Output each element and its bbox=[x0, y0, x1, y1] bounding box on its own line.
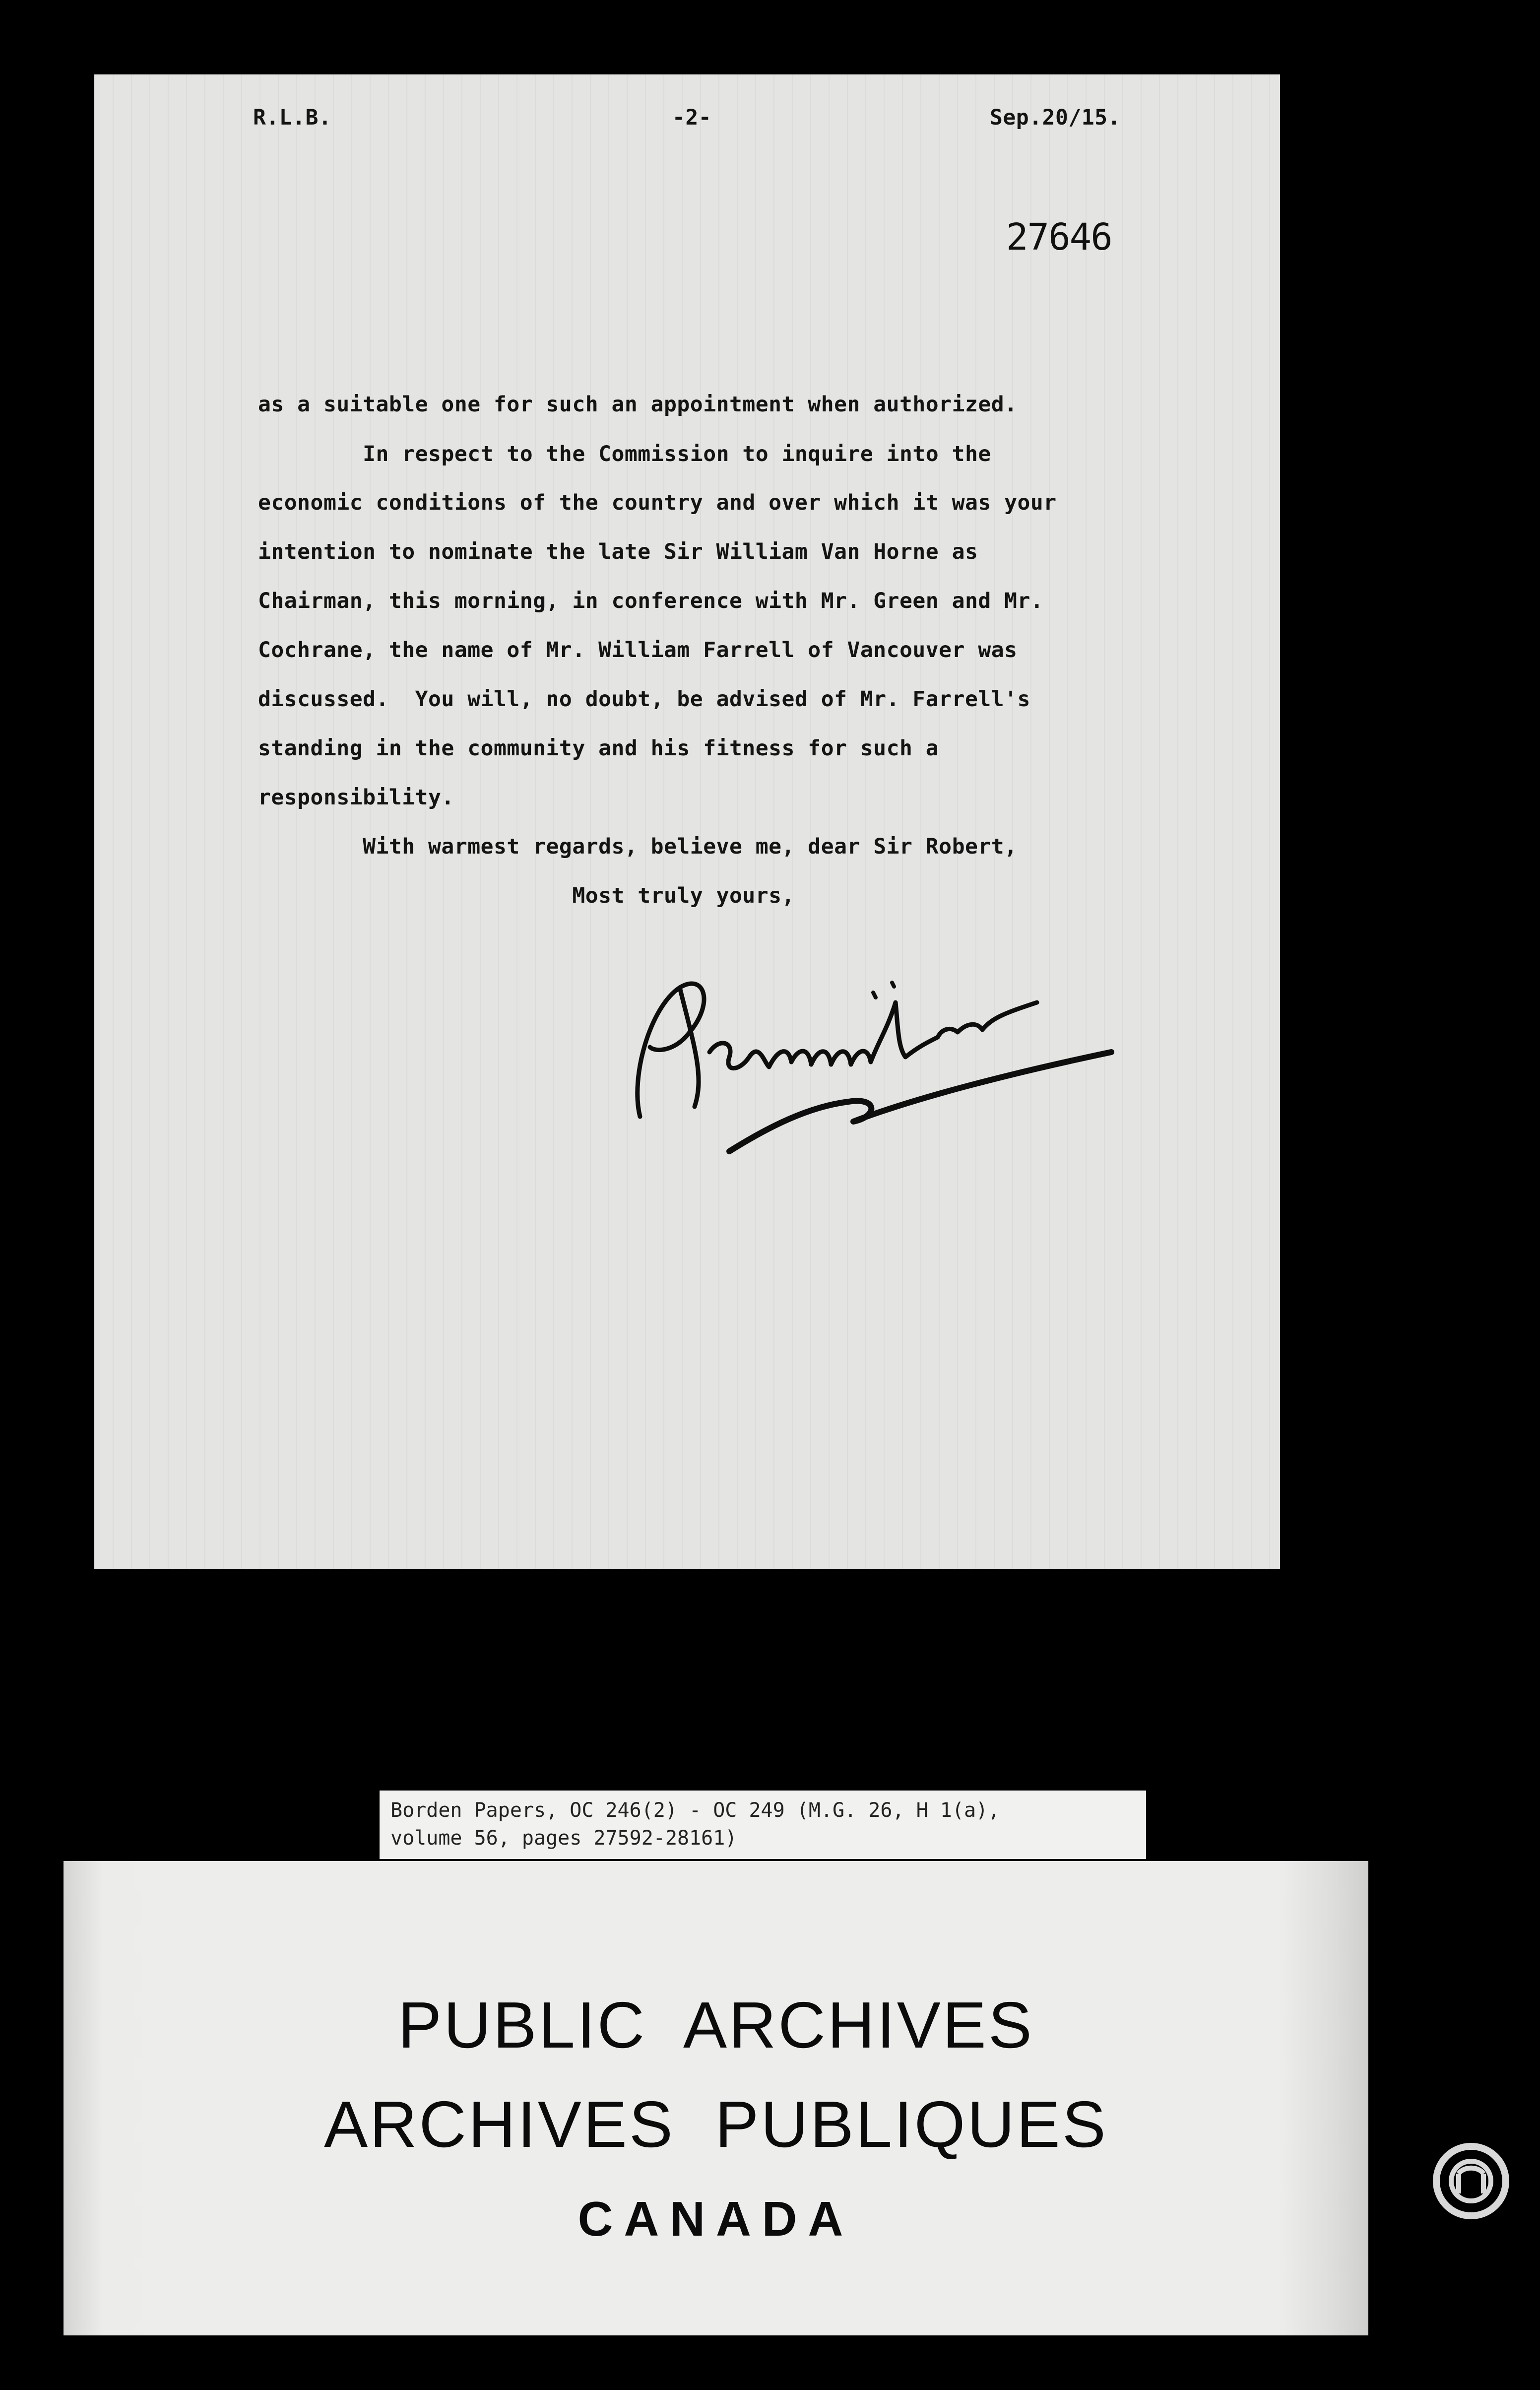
body-line: Cochrane, the name of Mr. William Farrell of Vancouver was bbox=[258, 638, 1018, 663]
header-date: Sep.20/15. bbox=[990, 105, 1121, 130]
closing-line: Most truly yours, bbox=[258, 883, 795, 908]
letter-page bbox=[94, 74, 1280, 1569]
body-line: as a suitable one for such an appointment when authorized. bbox=[258, 392, 1018, 417]
card-title-french: ARCHIVES PUBLIQUES bbox=[324, 2088, 1108, 2161]
header-page-indicator: -2- bbox=[672, 105, 712, 130]
body-line: Chairman, this morning, in conference with Mr. Green and Mr. bbox=[258, 589, 1044, 613]
body-line: economic conditions of the country and over which it was your bbox=[258, 490, 1057, 515]
archive-title-card bbox=[64, 1861, 1368, 2335]
body-line: In respect to the Commission to inquire into the bbox=[258, 442, 991, 466]
body-line: responsibility. bbox=[258, 785, 454, 810]
collection-reference-label bbox=[380, 1791, 1146, 1859]
card-title-english: PUBLIC ARCHIVES bbox=[398, 1989, 1034, 2061]
archive-seal-icon bbox=[1429, 2139, 1513, 2223]
handwritten-signature bbox=[620, 839, 1116, 1166]
archive-page-number: 27646 bbox=[1006, 216, 1112, 259]
body-line: standing in the community and his fitness for such a bbox=[258, 736, 939, 761]
body-line: intention to nominate the late Sir William Van Horne as bbox=[258, 539, 978, 564]
body-line: discussed. You will, no doubt, be advised of Mr. Farrell's bbox=[258, 687, 1030, 712]
reference-line-2: volume 56, pages 27592-28161) bbox=[390, 1827, 737, 1850]
closing-line: With warmest regards, believe me, dear Sir Robert, bbox=[258, 834, 1018, 859]
card-country: CANADA bbox=[578, 2191, 854, 2246]
header-initials: R.L.B. bbox=[253, 105, 332, 130]
reference-line-1: Borden Papers, OC 246(2) - OC 249 (M.G. 26, H 1(a), bbox=[390, 1799, 1000, 1822]
